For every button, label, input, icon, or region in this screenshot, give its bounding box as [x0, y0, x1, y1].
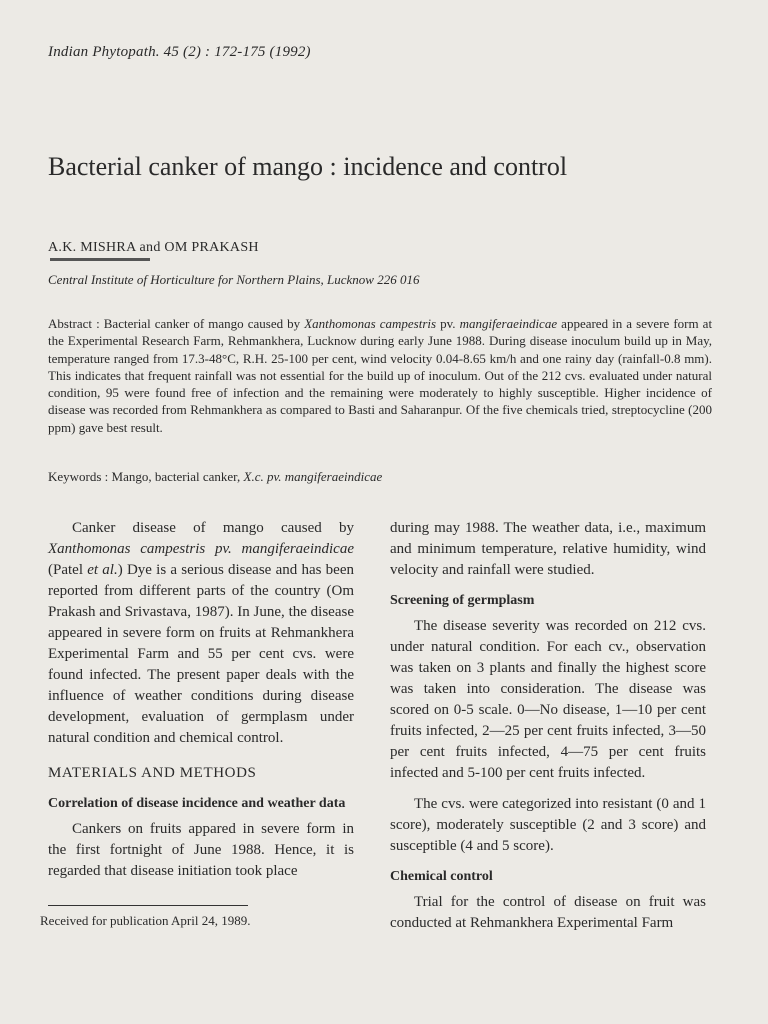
- abstract-organism: Xanthomonas campestris: [304, 316, 437, 331]
- keywords-label: Keywords :: [48, 469, 109, 484]
- intro-text-b: (Patel: [48, 562, 83, 578]
- right-column: [390, 518, 706, 934]
- abstract-text-1: Bacterial canker of mango caused by: [103, 316, 301, 331]
- weather-paragraph: during may 1988. The weather data, i.e., maximum and minimum temperature, relative humidity, wind velocity and rainfall were studied.: [390, 520, 706, 578]
- categories-paragraph: The cvs. were categorized into resistant (0 and 1 score), moderately susceptible (2 and 3 score) and susceptible (4 and 5 score).: [390, 796, 706, 854]
- screening-heading: Screening of germplasm: [390, 593, 535, 608]
- keywords-italic: X.c. pv. mangiferaeindicae: [243, 469, 383, 484]
- author-underline-mark: [50, 258, 150, 261]
- abstract-pv: pv.: [440, 316, 456, 331]
- intro-etal: et al.: [87, 562, 118, 578]
- intro-text-a: Canker disease of mango caused by: [72, 520, 354, 536]
- methods-heading: MATERIALS AND METHODS: [48, 765, 257, 781]
- left-column: [48, 518, 354, 882]
- keywords: [48, 469, 712, 485]
- keywords-text: Mango, bacterial canker,: [111, 469, 241, 484]
- chemical-heading: Chemical control: [390, 869, 493, 884]
- author-line: [48, 240, 259, 256]
- paper-title: Bacterial canker of mango : incidence and control: [48, 152, 568, 181]
- footnote-rule: [48, 905, 248, 906]
- abstract: [48, 315, 712, 436]
- affiliation: Central Institute of Horticulture for Northern Plains, Lucknow 226 016: [48, 272, 420, 287]
- intro-text-c: ) Dye is a serious disease and has been reported from different parts of the country (Om Prakash and Srivastava, 1987). In June, the disease appeared in severe form on fruits at Rehmankhera Experimental Farm and 55 per cent cvs. were found infected. The present paper deals with the influence of weather conditions during disease development, evaluation of germplasm under natural condition and chemical control.: [48, 562, 354, 746]
- intro-paragraph: [48, 518, 354, 749]
- abstract-text-2: appeared in a severe form at the Experimental Research Farm, Rehmankhera, Lucknow during early June 1988. During disease inoculum build up in May, temperature ranged from 17.3-48°C, R.H. 25-100 per cent, wind velocity 0.04-8.65 km/h and one rainy day (rainfall-0.8 mm). This indicates that frequent rainfall was not essential for the build up of inoculum. Out of the 212 cvs. evaluated under natural condition, 95 were found free of infection and the remaining were moderately to highly susceptible. Higher incidence of disease was recorded from Rehmankhera as compared to Basti and Saharanpur. Of the five chemicals tried, streptocycline (200 ppm) gave best result.: [48, 316, 713, 435]
- correlation-heading: Correlation of disease incidence and weather data: [48, 796, 346, 811]
- trial-paragraph: Trial for the control of disease on fruit was conducted at Rehmankhera Experimental Farm: [390, 894, 706, 931]
- author-names: A.K. MISHRA and OM PRAKASH: [48, 240, 259, 255]
- received-footnote: Received for publication April 24, 1989.: [40, 913, 251, 928]
- abstract-pathovar: mangiferaeindicae: [459, 316, 558, 331]
- cankers-paragraph: Cankers on fruits appared in severe form in the first fortnight of June 1988. Hence, it is regarded that disease initiation took place: [48, 821, 354, 879]
- journal-citation: Indian Phytopath. 45 (2) : 172-175 (1992): [48, 44, 311, 60]
- intro-organism: Xanthomonas campestris pv. mangiferaeindicae: [48, 541, 354, 557]
- severity-paragraph: The disease severity was recorded on 212 cvs. under natural condition. For each cv., observation was taken on 3 plants and finally the highest score was taken into consideration. The disease was scored on 0-5 scale. 0—No disease, 1—10 per cent fruits infected, 2—25 per cent fruits infected, 3—50 per cent fruits infected, 4—75 per cent fruits infected and 5-100 per cent fruits infected.: [390, 618, 706, 781]
- abstract-label: Abstract :: [48, 316, 100, 331]
